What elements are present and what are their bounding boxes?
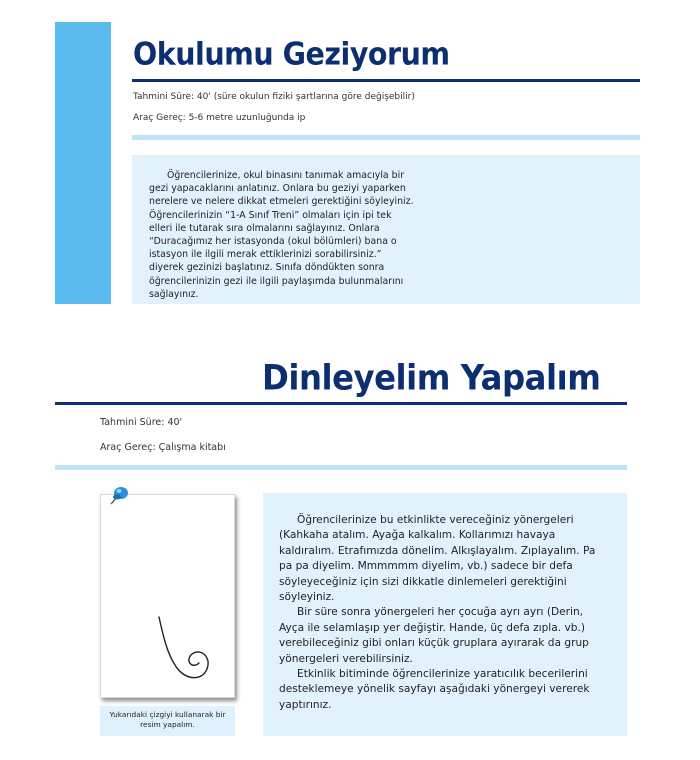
- section1-side-bar: [55, 22, 111, 304]
- section1-duration: Tahmini Süre: 40' (süre okulun fiziki şartlarına göre değişebilir): [133, 92, 415, 102]
- section2-title-underline: [55, 402, 627, 405]
- section1-title-underline: [132, 79, 640, 82]
- section1-title: Okulumu Geziyorum: [133, 36, 450, 73]
- section2-paragraph: Bir süre sonra yönergeleri her çocuğa ayrı ayrı (Derin, Ayça ile selamlaşıp yer değiştir. Hande, üç defa zıpla. vb.) verebileceğiniz gibi onları küçük gruplara ayırarak da grup yönergeleri verebilirsiniz.: [279, 606, 589, 665]
- spiral-line-drawing: [101, 495, 234, 697]
- section2-title: Dinleyelim Yapalım: [262, 357, 601, 398]
- section2-instruction-box: [263, 493, 627, 736]
- drawing-caption-box: [100, 706, 235, 736]
- section1-instruction-box: [132, 155, 640, 304]
- push-pin-icon: [104, 483, 132, 509]
- section2-instruction-text: [279, 513, 605, 713]
- section1-instruction-text: [149, 169, 415, 301]
- drawing-note-card: [100, 494, 235, 698]
- section1-paragraph: Öğrencilerinize, okul binasını tanımak amacıyla bir gezi yapacaklarını anlatınız. Onlara bu geziyi yaparken nerelere ve nelere dikkat etmeleri gerektiğini söyleyiniz. Öğrencilerinizin “1-A Sınıf Treni” olmaları için ipi tek elleri ile tutarak sıra olmalarını sağlayınız. Onlara “Duracağımız her istasyonda (okul bölümleri) bana o istasyon ile ilgili merak ettiklerinizi sorabilirsiniz.” diyerek gezinizi başlatınız. Sınıfa döndükten sonra öğrencilerinizin gezi ile ilgili paylaşımda bulunmalarını sağlayınız.: [149, 170, 414, 300]
- section2-materials: Araç Gereç: Çalışma kitabı: [100, 442, 226, 453]
- drawing-caption: Yukarıdaki çizgiyi kullanarak bir resim yapalım.: [109, 710, 226, 729]
- section1-materials: Araç Gereç: 5-6 metre uzunluğunda ip: [133, 113, 306, 123]
- section1-divider: [132, 135, 640, 140]
- section2-paragraph: Etkinlik bitiminde öğrencilerinize yaratıcılık becerilerini desteklemeye yönelik sayfayı aşağıdaki yönergeyi vererek yaptırınız.: [279, 668, 590, 711]
- section2-paragraph: Öğrencilerinize bu etkinlikte vereceğiniz yönergeleri (Kahkaha atalım. Ayağa kalkalım. Kollarımızı havaya kaldıralım. Etrafımızda dönelim. Alkışlayalım. Zıplayalım. Pa pa pa diyelim. Mmmmmm diyelim, vb.) sadece bir defa söyleyeceğiniz için sizi dikkatle dinlemeleri gerektiğini söyleyiniz.: [279, 514, 596, 604]
- section2-divider: [55, 465, 627, 470]
- section2-duration: Tahmini Süre: 40': [100, 417, 183, 428]
